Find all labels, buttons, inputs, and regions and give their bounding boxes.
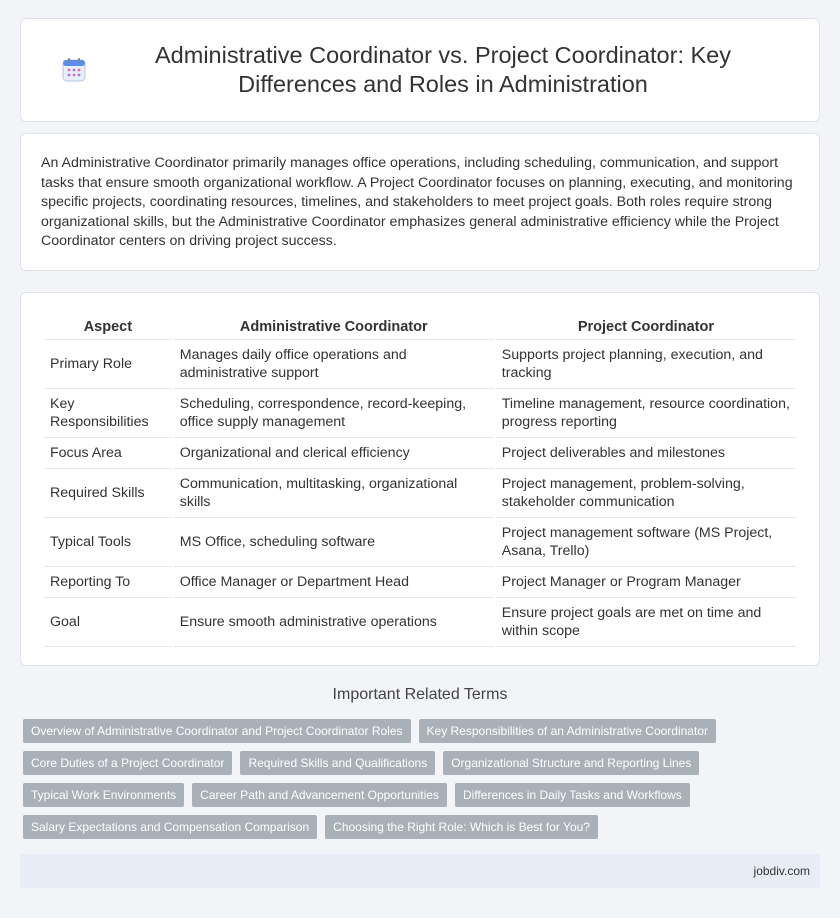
- related-term-tag[interactable]: Typical Work Environments: [23, 783, 184, 807]
- table-row: [44, 518, 796, 567]
- footer: [20, 854, 820, 888]
- cell-project: Project management, problem-solving, stakeholder communication: [496, 469, 796, 518]
- cell-administrative: Manages daily office operations and administrative support: [174, 340, 494, 389]
- cell-project: Project deliverables and milestones: [496, 438, 796, 469]
- related-term-tag[interactable]: Choosing the Right Role: Which is Best for You?: [325, 815, 598, 839]
- related-term-tag[interactable]: Key Responsibilities of an Administrative Coordinator: [419, 719, 716, 743]
- table-row: [44, 567, 796, 598]
- header-administrative-coordinator: Administrative Coordinator: [174, 313, 494, 340]
- related-term-tag[interactable]: Core Duties of a Project Coordinator: [23, 751, 232, 775]
- cell-project: Ensure project goals are met on time and within scope: [496, 598, 796, 647]
- related-term-tag[interactable]: Salary Expectations and Compensation Comparison: [23, 815, 317, 839]
- cell-administrative: Scheduling, correspondence, record-keeping, office supply management: [174, 389, 494, 438]
- cell-aspect: Required Skills: [44, 469, 172, 518]
- calendar-icon: [61, 57, 87, 83]
- table-header-row: [44, 313, 796, 340]
- related-terms-list: [23, 719, 823, 847]
- header-project-coordinator: Project Coordinator: [496, 313, 796, 340]
- cell-project: Project management software (MS Project, Asana, Trello): [496, 518, 796, 567]
- related-term-tag[interactable]: Organizational Structure and Reporting Lines: [443, 751, 699, 775]
- cell-administrative: Office Manager or Department Head: [174, 567, 494, 598]
- cell-aspect: Typical Tools: [44, 518, 172, 567]
- table-row: [44, 469, 796, 518]
- cell-aspect: Key Responsibilities: [44, 389, 172, 438]
- related-terms-title: Important Related Terms: [332, 686, 508, 703]
- related-term-tag[interactable]: Differences in Daily Tasks and Workflows: [455, 783, 690, 807]
- comparison-table: [42, 313, 798, 647]
- cell-aspect: Focus Area: [44, 438, 172, 469]
- related-term-tag[interactable]: Overview of Administrative Coordinator and Project Coordinator Roles: [23, 719, 411, 743]
- cell-project: Timeline management, resource coordination, progress reporting: [496, 389, 796, 438]
- header-card: [20, 18, 820, 122]
- footer-site-link[interactable]: jobdiv.com: [753, 864, 810, 878]
- cell-administrative: MS Office, scheduling software: [174, 518, 494, 567]
- cell-project: Supports project planning, execution, and tracking: [496, 340, 796, 389]
- related-term-tag[interactable]: Career Path and Advancement Opportunities: [192, 783, 447, 807]
- cell-project: Project Manager or Program Manager: [496, 567, 796, 598]
- table-row: [44, 340, 796, 389]
- cell-administrative: Organizational and clerical efficiency: [174, 438, 494, 469]
- cell-aspect: Goal: [44, 598, 172, 647]
- table-row: [44, 598, 796, 647]
- intro-paragraph: An Administrative Coordinator primarily manages office operations, including scheduling, communication, and support tasks that ensure smooth organizational workflow. A Project Coordinator focuses on planning, executing, and monitoring specific projects, coordinating resources, timelines, and stakeholders to meet project goals. Both roles require strong organizational skills, but the Administrative Coordinator emphasizes general administrative efficiency while the Project Coordinator centers on driving project success.: [41, 155, 793, 250]
- page-title: Administrative Coordinator vs. Project Coordinator: Key Differences and Roles in Administration: [155, 42, 731, 97]
- intro-card: [20, 133, 820, 271]
- table-row: [44, 389, 796, 438]
- cell-administrative: Communication, multitasking, organizational skills: [174, 469, 494, 518]
- related-term-tag[interactable]: Required Skills and Qualifications: [240, 751, 435, 775]
- header-aspect: Aspect: [44, 313, 172, 340]
- comparison-card: [20, 292, 820, 666]
- table-row: [44, 438, 796, 469]
- cell-administrative: Ensure smooth administrative operations: [174, 598, 494, 647]
- cell-aspect: Reporting To: [44, 567, 172, 598]
- cell-aspect: Primary Role: [44, 340, 172, 389]
